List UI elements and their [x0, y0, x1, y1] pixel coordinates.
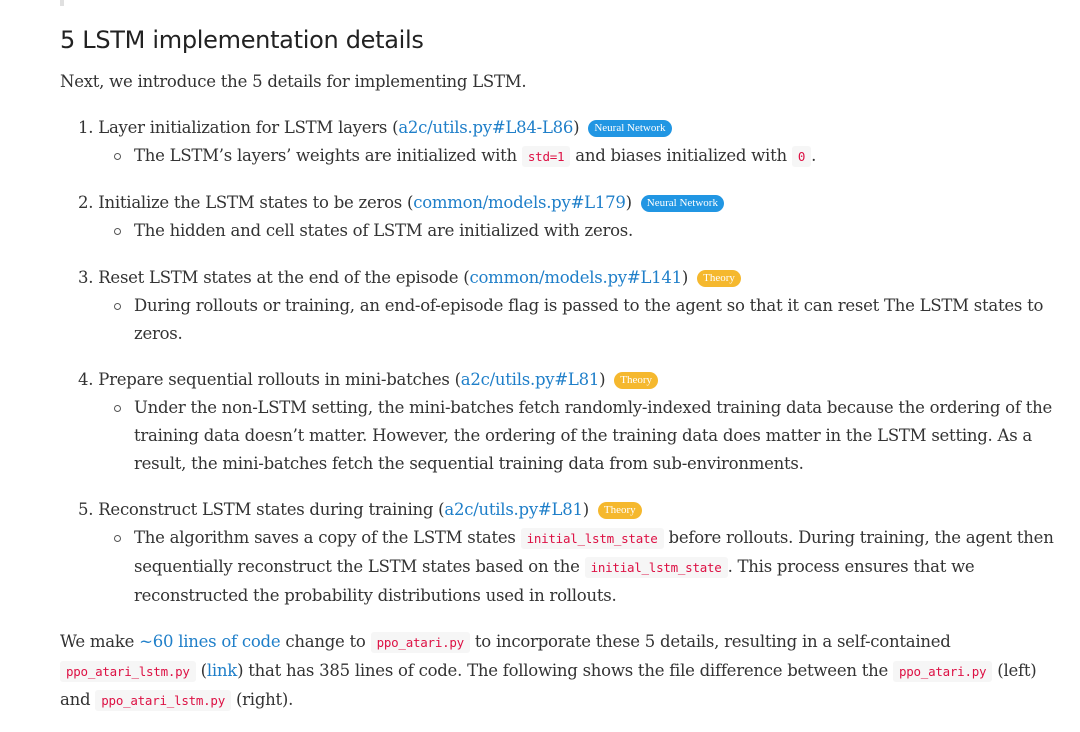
sub-list-item: The hidden and cell states of LSTM are initialized with zeros.: [114, 217, 1064, 245]
item-text: Layer initialization for LSTM layers (: [98, 118, 399, 137]
file-link[interactable]: link: [206, 661, 238, 680]
item-text: Reconstruct LSTM states during training (: [98, 500, 445, 519]
item-number: 4.: [78, 370, 94, 389]
theory-badge: Theory: [614, 372, 658, 389]
lines-of-code-link[interactable]: ~60 lines of code: [139, 632, 281, 651]
list-item: 5. Reconstruct LSTM states during training (a2c/utils.py#L81) Theory: [78, 496, 642, 524]
item-text: Prepare sequential rollouts in mini-batches (: [98, 370, 461, 389]
item-text: Initialize the LSTM states to be zeros (: [98, 193, 414, 212]
blockquote-border: [60, 0, 64, 6]
list-item: 2. Initialize the LSTM states to be zeros (common/models.py#L179) Neural Network: [78, 189, 724, 217]
circle-bullet-icon: [114, 228, 121, 235]
sub-list-item: The algorithm saves a copy of the LSTM states initial_lstm_state before rollouts. During training, the agent then sequentially reconstruct the LSTM states based on the initial_lstm_state . This process ensures that we reconstructed the probability distributions used in rollouts.: [114, 524, 1064, 610]
item-number: 1.: [78, 118, 94, 137]
list-item: 3. Reset LSTM states at the end of the episode (common/models.py#L141) Theory: [78, 264, 741, 292]
sub-list-item: During rollouts or training, an end-of-episode flag is passed to the agent so that it can reset The LSTM states to zeros.: [114, 292, 1064, 348]
inline-code: ppo_atari.py: [371, 632, 470, 653]
code-link[interactable]: a2c/utils.py#L84-L86: [398, 118, 574, 137]
item-number: 3.: [78, 268, 94, 287]
code-link[interactable]: a2c/utils.py#L81: [460, 370, 600, 389]
sub-list-item: The LSTM’s layers’ weights are initialized with std=1 and biases initialized with 0 .: [114, 142, 1064, 171]
code-link[interactable]: common/models.py#L179: [413, 193, 626, 212]
item-number: 5.: [78, 500, 94, 519]
code-link[interactable]: common/models.py#L141: [469, 268, 682, 287]
list-item: 4. Prepare sequential rollouts in mini-batches (a2c/utils.py#L81) Theory: [78, 366, 658, 394]
theory-badge: Theory: [697, 270, 741, 287]
item-text: Reset LSTM states at the end of the episode (: [98, 268, 470, 287]
inline-code: ppo_atari_lstm.py: [95, 690, 231, 711]
inline-code: 0: [792, 146, 811, 167]
item-number: 2.: [78, 193, 94, 212]
outro-paragraph: We make ~60 lines of code change to ppo_atari.py to incorporate these 5 details, resulting in a self-contained ppo_atari_lstm.py (link) that has 385 lines of code. The following shows the file difference between the ppo_atari.py (left) and ppo_atari_lstm.py (right).: [60, 632, 1037, 709]
inline-code: initial_lstm_state: [521, 528, 664, 549]
circle-bullet-icon: [114, 153, 121, 160]
inline-code: initial_lstm_state: [585, 557, 728, 578]
circle-bullet-icon: [114, 405, 121, 412]
code-link[interactable]: a2c/utils.py#L81: [444, 500, 583, 519]
circle-bullet-icon: [114, 303, 121, 310]
inline-code: ppo_atari.py: [893, 661, 992, 682]
theory-badge: Theory: [598, 502, 642, 519]
inline-code: std=1: [522, 146, 570, 167]
section-heading: 5 LSTM implementation details: [60, 26, 424, 54]
circle-bullet-icon: [114, 535, 121, 542]
sub-list-item: Under the non-LSTM setting, the mini-batches fetch randomly-indexed training data because the ordering of the training data doesn’t matter. However, the ordering of the training data does matter in the LSTM setting. As a result, the mini-batches fetch the sequential training data from sub-environments.: [114, 394, 1064, 478]
neural-network-badge: Neural Network: [588, 120, 671, 137]
list-item: 1. Layer initialization for LSTM layers (a2c/utils.py#L84-L86) Neural Network: [78, 114, 672, 142]
neural-network-badge: Neural Network: [641, 195, 724, 212]
inline-code: ppo_atari_lstm.py: [60, 661, 196, 682]
intro-paragraph: Next, we introduce the 5 details for implementing LSTM.: [60, 72, 527, 91]
